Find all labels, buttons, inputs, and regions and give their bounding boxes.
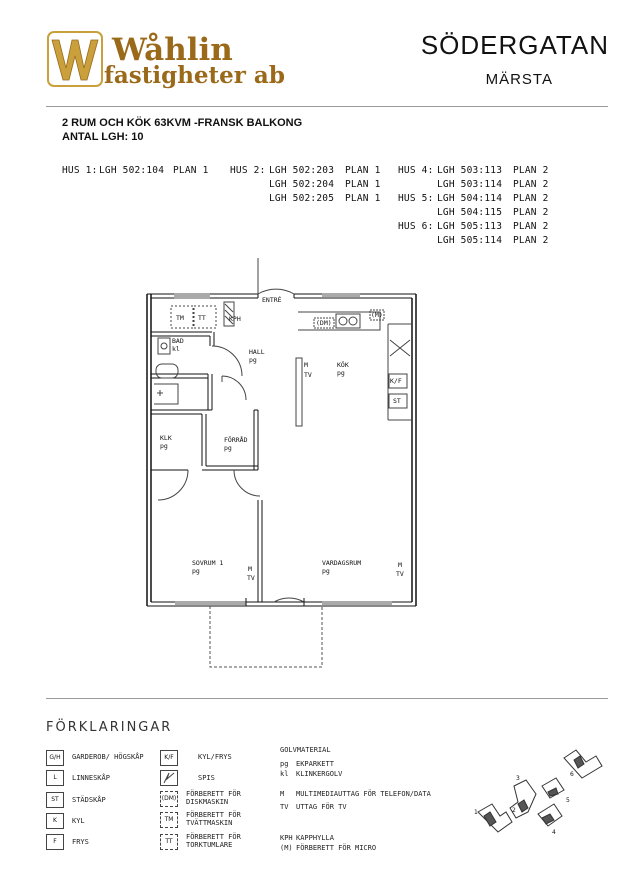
legend-label: KAPPHYLLA [296,834,334,842]
unit-plan: PLAN 2 [513,235,549,246]
legend-code: M [280,790,285,798]
unit-lgh: LGH 504:115 [437,207,503,218]
unit-plan: PLAN 1 [345,165,381,176]
legend-label: UTTAG FÖR TV [296,803,347,811]
site-label: 5 [566,797,570,804]
legend-label: FÖRBERETT FÖR TORKTUMLARE [186,833,241,849]
room-sovrum: SOVRUM 1 [192,559,224,567]
legend-label: FÖRBERETT FÖR TVÄTTMASKIN [186,811,241,827]
unit-plan: PLAN 2 [513,193,549,204]
room-bad: BAD [172,337,184,345]
symbol-box: TT [160,834,178,850]
unit-hus: HUS 6: [398,221,434,232]
room-kok: KÖK [337,361,349,369]
symbol-box: L [46,770,64,786]
legend-label: FRYS [72,838,89,846]
legend-divider [46,698,608,699]
label-micro: (M) [371,311,383,319]
legend-code: TV [280,803,289,811]
floor-label: KLINKERGOLV [296,770,343,778]
unit-lgh: LGH 502:205 [269,193,335,204]
legend-label: FÖRBERETT FÖR DISKMASKIN [186,790,241,806]
unit-hus: HUS 4: [398,165,434,176]
apartment-title: 2 RUM OCH KÖK 63KVM -FRANSK BALKONG [62,117,303,129]
outlet-m: M [304,361,308,369]
label-tm: TM [176,314,184,322]
unit-plan: PLAN 1 [345,179,381,190]
apartment-count: ANTAL LGH: 10 [62,131,144,143]
floor-code: kl [280,770,289,778]
unit-plan: PLAN 2 [513,207,549,218]
label-tt: TT [198,314,206,322]
unit-lgh: LGH 502:204 [269,179,335,190]
unit-hus: HUS 1: [62,165,98,176]
floor-sovrum: pg [192,567,200,575]
outlet-tv: TV [247,574,255,582]
unit-plan: PLAN 1 [173,165,209,176]
unit-lgh: LGH 503:113 [437,165,503,176]
label-kyl-frys: K/F [390,377,402,385]
floor-kok: pg [337,369,345,377]
outlet-m: M [398,561,402,569]
legend-code: KPH [280,834,293,842]
room-entre: ENTRÉ [262,296,282,304]
room-vardagsrum: VARDAGSRUM [322,559,362,567]
town-name: MÄRSTA [485,71,553,88]
symbol-box: ST [46,792,64,808]
outlet-tv: TV [396,570,404,578]
unit-lgh: LGH 505:113 [437,221,503,232]
site-label: 4 [552,829,556,836]
unit-plan: PLAN 2 [513,179,549,190]
unit-plan: PLAN 2 [513,165,549,176]
legend-label: FÖRBERETT FÖR MICRO [296,844,377,852]
outlet-m: M [248,565,252,573]
legend-label: KYL [72,817,85,825]
label-stadskap: ST [393,397,401,405]
site-label: 2 [512,807,516,814]
floor-material-title: GOLVMATERIAL [280,746,331,754]
logo-subtitle: fastigheter ab [104,62,285,89]
unit-lgh: LGH 502:104 [99,165,165,176]
legend-label: MULTIMEDIAUTTAG FÖR TELEFON/DATA [296,790,431,798]
outlet-tv: TV [304,371,312,379]
floor-klk: pg [160,442,168,450]
label-kph: KPH [229,315,241,323]
floor-hall: pg [249,356,257,364]
symbol-box: G/H [46,750,64,766]
room-hall: HALL [249,348,265,356]
symbol-box: F [46,834,64,850]
legend-label: STÄDSKÅP [72,796,106,804]
unit-lgh: LGH 502:203 [269,165,335,176]
label-dm: (DM) [316,319,332,327]
room-klk: KLK [160,434,172,442]
site-label: 6 [570,771,574,778]
unit-lgh: LGH 504:114 [437,193,503,204]
unit-lgh: LGH 505:114 [437,235,503,246]
unit-plan: PLAN 2 [513,221,549,232]
unit-lgh: LGH 503:114 [437,179,503,190]
room-forrad: FÖRRÅD [224,436,248,444]
legend-label: SPIS [198,774,215,782]
street-name: SÖDERGATAN [420,30,609,60]
symbol-box: (DM) [160,791,178,807]
floor-bad: kl [172,345,180,353]
unit-hus: HUS 2: [230,165,266,176]
unit-hus: HUS 5: [398,193,434,204]
site-label: 1 [474,809,478,816]
symbol-box: K/F [160,750,178,766]
unit-plan: PLAN 1 [345,193,381,204]
logo-name: Wåhlin [112,32,233,68]
floor-forrad: pg [224,444,232,452]
floor-label: EKPARKETT [296,760,334,768]
legend-code: (M) [280,844,293,852]
legend-label: KYL/FRYS [198,753,232,761]
floor-vardagsrum: pg [322,567,330,575]
legend-label: GARDEROB/ HÖGSKÅP [72,753,144,761]
site-label: 3 [516,775,520,782]
legend-title: FÖRKLARINGAR [46,720,173,735]
stove-icon [160,770,178,786]
floor-code: pg [280,760,289,768]
legend-label: LINNESKÅP [72,774,110,782]
symbol-box: K [46,813,64,829]
symbol-box: TM [160,812,178,828]
site-map [470,742,610,852]
